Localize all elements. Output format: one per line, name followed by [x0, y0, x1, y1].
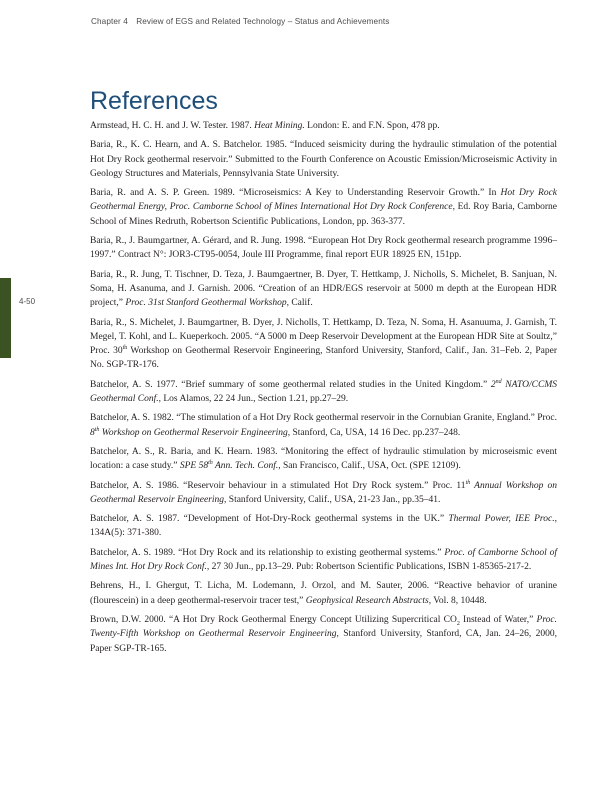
- reference-entry: Batchelor, A. S., R. Baria, and K. Hearn. 1983. “Monitoring the effect of hydraulic stimulation by microseismic event location: a case study.” SPE 58th Ann. Tech. Conf., San Francisco, Calif., USA, Oct. (SPE 12109).: [90, 446, 557, 472]
- chapter-label: Chapter 4: [91, 17, 128, 26]
- page-number: 4-50: [19, 297, 36, 306]
- reference-entry: Baria, R., S. Michelet, J. Baumgartner, B. Dyer, J. Nicholls, T. Hettkamp, D. Teza, N. Soma, H. Asanuuma, J. Garnish, T. Megel, T. Kohl, and L. Kueperkoch. 2005. “A 5000 m Deep Reservoir Development at the European HDR Site at Soultz,” Proc. 30th Workshop on Geothermal Reservoir Engineering, Stanford University, Stanford, Calif., Jan. 31–Feb. 2, Paper No. SGP-TR-176.: [90, 317, 557, 371]
- reference-entry: Baria, R., R. Jung, T. Tischner, D. Teza, J. Baumgaertner, B. Dyer, T. Hettkamp, J. Nicholls, S. Michelet, B. Sanjuan, N. Soma, H. Asanuma, and J. Garnish. 2006. “Creation of an HDR/EGS reservoir at 5000 m depth at the European HDR project,” Proc. 31st Stanford Geothermal Workshop, Calif.: [90, 269, 557, 309]
- reference-entry: Baria, R., K. C. Hearn, and A. S. Batchelor. 1985. “Induced seismicity during the hydraulic stimulation of the potential Hot Dry Rock geothermal reservoir.” Submitted to the Fourth Conference on Acoustic Emission/Microseismic Activity in Geology Structures and Materials, Pennsylvania State University.: [90, 140, 557, 179]
- reference-entry: Batchelor, A. S. 1986. “Reservoir behaviour in a stimulated Hot Dry Rock system.” Proc. 11th Annual Workshop on Geothermal Reservoir Engineering, Stanford University, Calif., USA, 21-23 Jan., pp.35–41.: [90, 479, 557, 505]
- reference-list: [90, 119, 557, 661]
- chapter-title: Review of EGS and Related Technology – Status and Achievements: [136, 17, 390, 26]
- reference-entry: Brown, D.W. 2000. “A Hot Dry Rock Geothermal Energy Concept Utilizing Supercritical $CO_2$ Instead of Water,” Proc. Twenty-Fifth Workshop on Geothermal Reservoir Engineering, Stanford University, Stanford, CA, Jan. 24–26, 2000, Paper SGP-TR-165.: [90, 614, 558, 654]
- reference-entry: Batchelor, A. S. 1982. “The stimulation of a Hot Dry Rock geothermal reservoir in the Cornubian Granite, England.” Proc. 8th Workshop on Geothermal Reservoir Engineering, Stanford, Ca, USA, 14 16 Dec. pp.237–248.: [90, 413, 557, 438]
- chapter-side-tab: [0, 278, 11, 358]
- reference-entry: Baria, R. and A. S. P. Green. 1989. “Microseismics: A Key to Understanding Reservoir Growth.” In Hot Dry Rock Geothermal Energy, Proc. Camborne School of Mines International Hot Dry Rock Conference, Ed. Roy Baria, Camborne School of Mines Redruth, Robertson Scientific Publications, London, pp. 363-377.: [90, 188, 557, 227]
- reference-entry: Armstead, H. C. H. and J. W. Tester. 1987. Heat Mining. London: E. and F.N. Spon, 478 pp.: [90, 121, 440, 131]
- reference-entry: Batchelor, A. S. 1987. “Development of Hot-Dry-Rock geothermal systems in the UK.” Thermal Power, IEE Proc., 134A(5): 371-380.: [90, 514, 557, 539]
- reference-entry: Batchelor, A. S. 1977. “Brief summary of some geothermal related studies in the United Kingdom.” 2nd NATO/CCMS Geothermal Conf., Los Alamos, 22 24 Jun., Section 1.21, pp.27–29.: [90, 378, 557, 405]
- reference-entry: Batchelor, A. S. 1989. “Hot Dry Rock and its relationship to existing geothermal systems.” Proc. of Camborne School of Mines Int. Hot Dry Rock Conf., 27 30 Jun., pp.13–29. Pub: Robertson Scientific Publications, ISBN 1-85365-217-2.: [90, 547, 558, 573]
- section-title: References: [90, 87, 218, 115]
- running-header: [91, 17, 389, 26]
- reference-entry: Baria, R., J. Baumgartner, A. Gérard, and R. Jung. 1998. “European Hot Dry Rock geothermal research programme 1996–1997.” Contract N°: JOR3-CT95-0054, Joule III Programme, final report EUR 18925 EN, 151pp.: [90, 236, 557, 261]
- reference-entry: Behrens, H., I. Ghergut, T. Licha, M. Lodemann, J. Orzol, and M. Sauter, 2006. “Reactive behavior of uranine (flourescein) in a deep geothermal-reservoir tracer test,” Geophysical Research Abstracts, Vol. 8, 10448.: [90, 581, 557, 606]
